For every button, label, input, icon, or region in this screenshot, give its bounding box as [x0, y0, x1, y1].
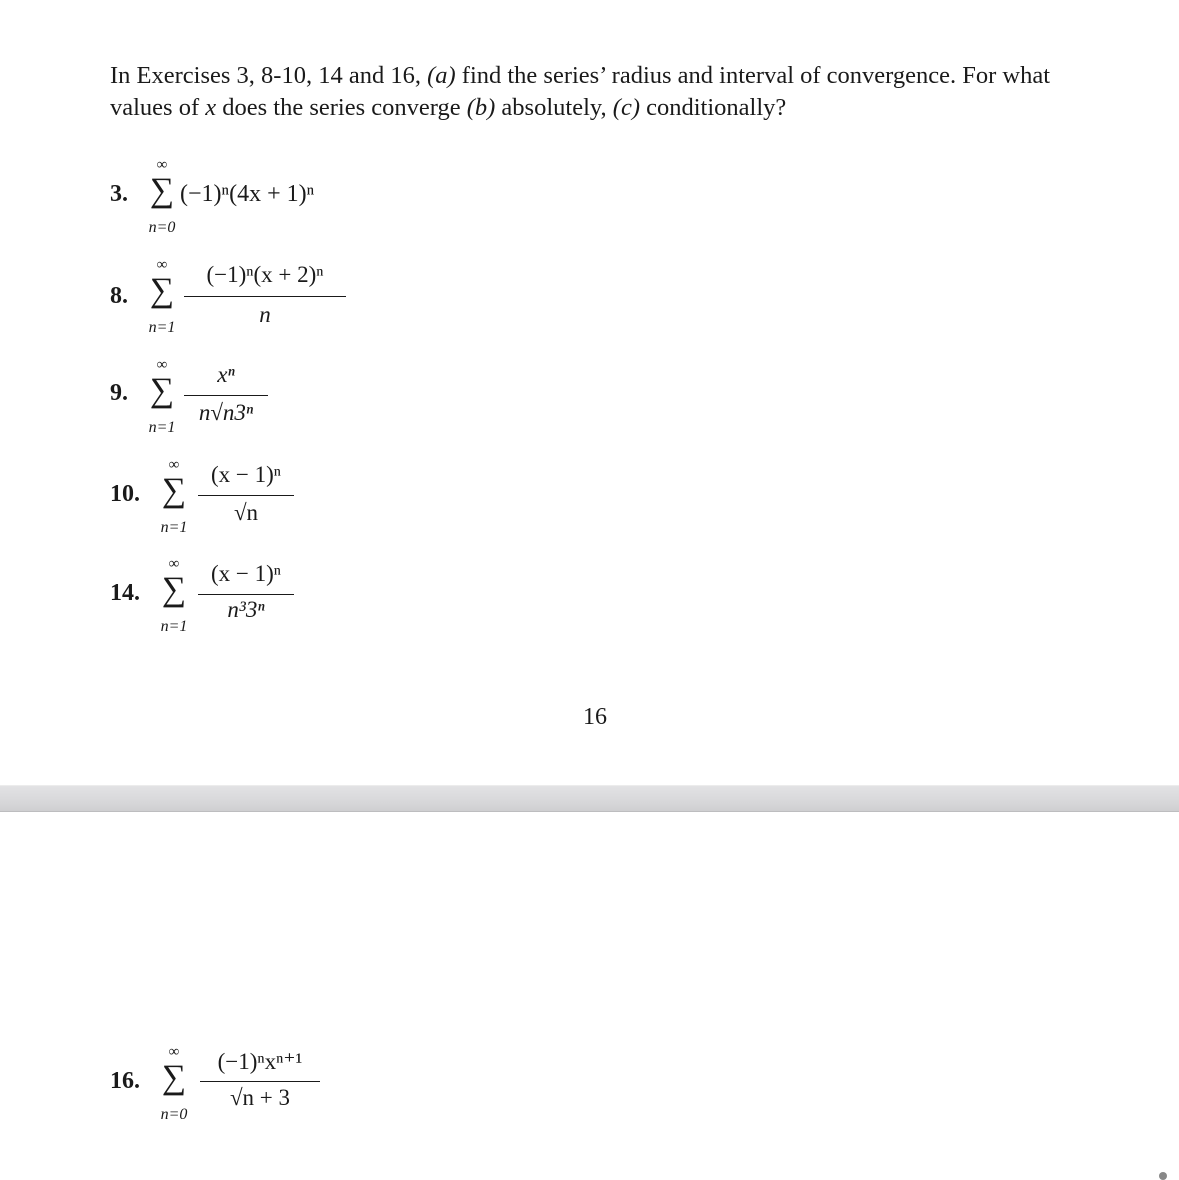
exercise-number: 14. [110, 580, 140, 606]
exercise-number: 3. [110, 181, 128, 207]
sum-lower-limit: n=1 [148, 419, 176, 436]
fraction-bar [198, 495, 294, 496]
fraction-denominator: n³3ⁿ [227, 597, 265, 622]
fraction-denominator: √n [233, 500, 259, 525]
sigma-symbol: ∑ [149, 172, 175, 209]
fraction-numerator: xⁿ [217, 362, 235, 387]
sum-lower-limit: n=1 [160, 618, 188, 635]
fraction-numerator: (x − 1)ⁿ [210, 561, 282, 586]
sum-upper-limit: ∞ [156, 357, 168, 373]
page-separator [0, 785, 1179, 812]
page-bottom [0, 812, 1179, 1179]
sum-upper-limit: ∞ [156, 157, 168, 173]
fraction-bar [184, 296, 346, 297]
sum-upper-limit: ∞ [156, 257, 168, 273]
series-fraction [198, 460, 294, 530]
sigma-symbol: ∑ [161, 571, 187, 608]
fraction-bar [200, 1081, 320, 1082]
exercise-number: 8. [110, 283, 128, 309]
sum-upper-limit: ∞ [168, 556, 180, 572]
fraction-denominator: n [259, 302, 271, 327]
fraction-bar [184, 395, 268, 396]
instructions-text: In Exercises 3, 8-10, 14 and 16, (a) find the series’ radius and interval of convergence. For what values of x does the series converge (b) absolutely, (c) conditionally? [110, 62, 1051, 121]
sum-lower-limit: n=1 [148, 319, 176, 336]
series-fraction [184, 260, 346, 330]
series-term: (−1)ⁿ(4x + 1)ⁿ [180, 181, 315, 207]
exercise-number: 10. [110, 481, 140, 507]
fraction-denominator: √n + 3 [229, 1085, 291, 1110]
fraction-numerator: (x − 1)ⁿ [210, 462, 282, 487]
sigma-symbol: ∑ [149, 372, 175, 409]
fraction-denominator: n√n3ⁿ [198, 400, 254, 425]
exercise-number: 9. [110, 380, 128, 406]
sum-lower-limit: n=0 [160, 1106, 188, 1123]
sum-upper-limit: ∞ [168, 457, 180, 473]
sum-lower-limit: n=0 [148, 219, 176, 236]
page-number: 16 [583, 704, 607, 730]
exercise-number: 16. [110, 1068, 140, 1094]
fraction-numerator: (−1)ⁿ(x + 2)ⁿ [206, 262, 324, 287]
fraction-numerator: (−1)ⁿxⁿ⁺¹ [217, 1049, 303, 1074]
sigma-symbol: ∑ [149, 272, 175, 309]
series-fraction [198, 559, 294, 629]
sum-upper-limit: ∞ [168, 1044, 180, 1060]
sigma-symbol: ∑ [161, 472, 187, 509]
sum-lower-limit: n=1 [160, 519, 188, 536]
fraction-bar [198, 594, 294, 595]
series-fraction [184, 360, 268, 430]
series-fraction [200, 1047, 320, 1117]
sigma-symbol: ∑ [161, 1059, 187, 1096]
